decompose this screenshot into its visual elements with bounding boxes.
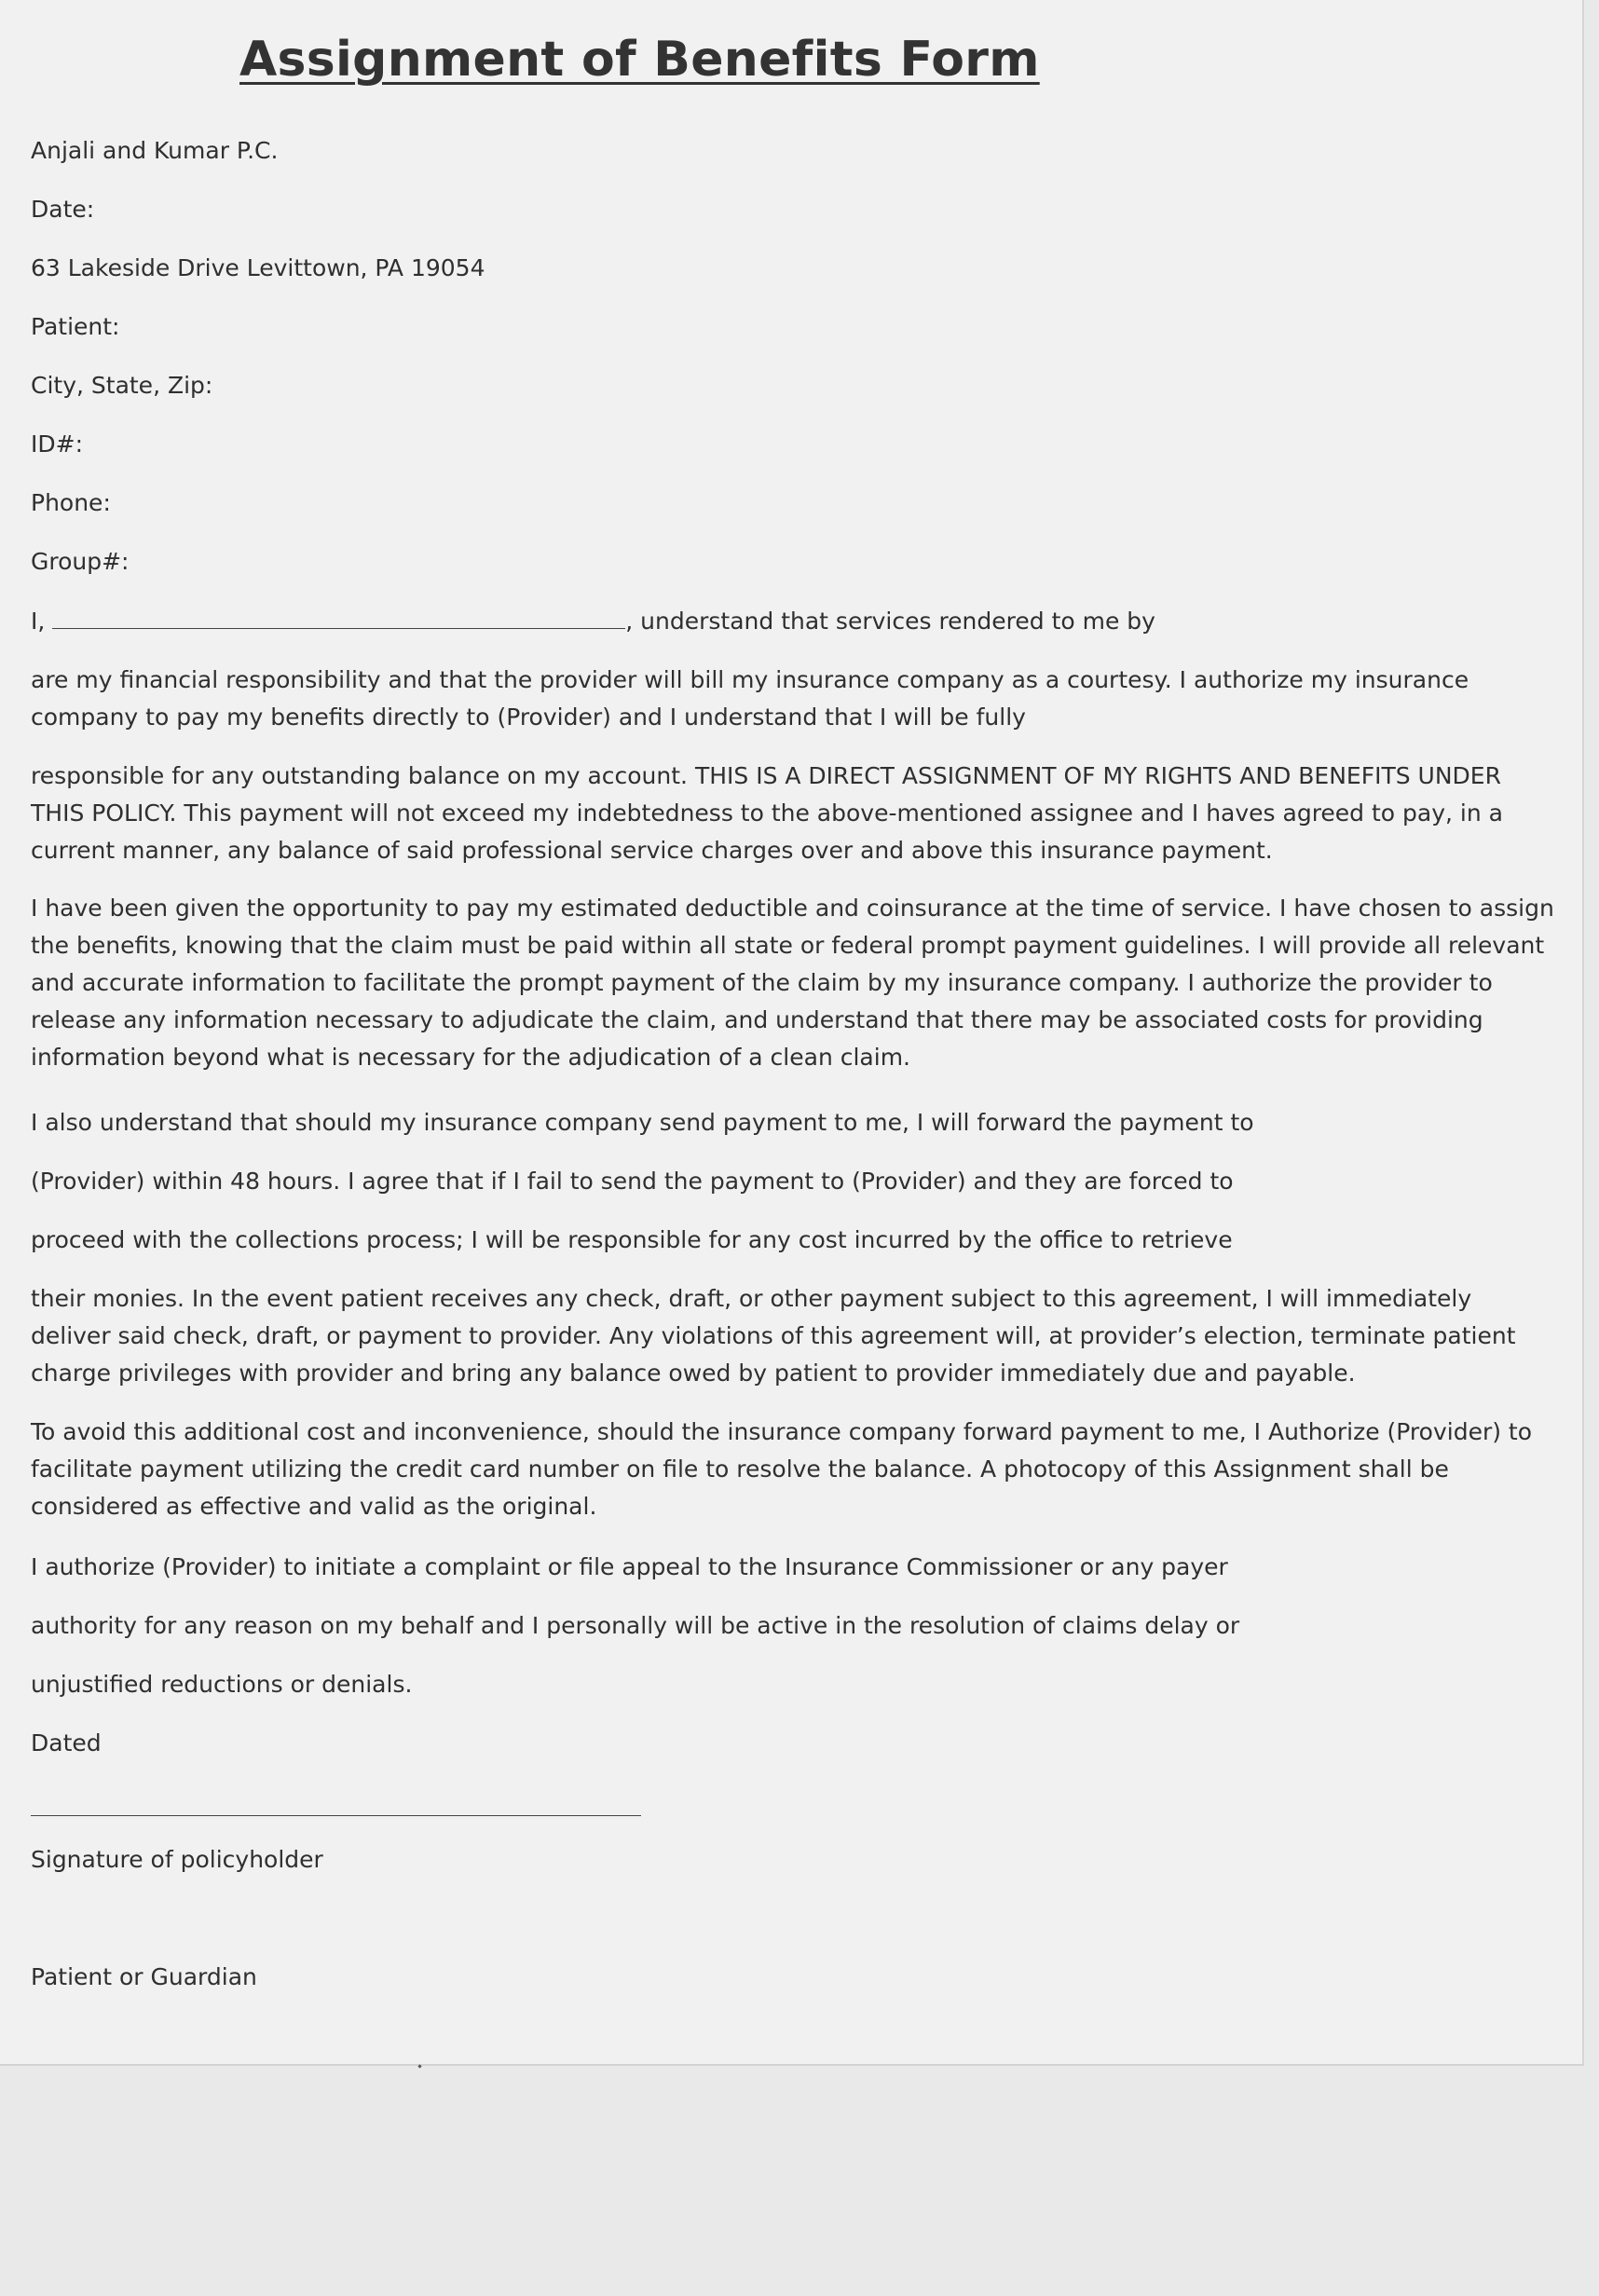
patient-label: Patient: xyxy=(31,313,120,340)
paragraph-11: unjustified reductions or denials. xyxy=(31,1671,413,1698)
paragraph-1: are my financial responsibility and that the provider will bill my insurance company as a courtesy. I authorize my insurance company to pay my benefits directly to (Provider) and I understand that I will be fully xyxy=(31,666,1469,731)
city-state-zip-label: City, State, Zip: xyxy=(31,372,213,399)
dated-label: Dated xyxy=(31,1729,102,1756)
paragraph-9: I authorize (Provider) to initiate a complaint or file appeal to the Insurance Commissioner or any payer xyxy=(31,1553,1228,1580)
signature-line xyxy=(31,1815,641,1816)
statement-prefix: I, xyxy=(31,608,46,635)
guardian-label: Patient or Guardian xyxy=(31,1963,257,1990)
paragraph-7: their monies. In the event patient receives any check, draft, or other payment subject to this agreement, I will immediately deliver said check, draft, or payment to provider. Any violations of this agreement will, at provider’s election, terminate patient charge privileges with provider and bring any balance owed by patient to provider immediately due and payable. xyxy=(31,1285,1516,1387)
scan-speck xyxy=(417,2064,421,2068)
statement-suffix: , understand that services rendered to me by xyxy=(625,608,1155,635)
phone-label: Phone: xyxy=(31,489,111,516)
date-label: Date: xyxy=(31,196,95,223)
paragraph-6: proceed with the collections process; I will be responsible for any cost incurred by the office to retrieve xyxy=(31,1226,1233,1253)
form-title: Assignment of Benefits Form xyxy=(239,32,1040,88)
statement-line xyxy=(31,603,1155,640)
paragraph-4: I also understand that should my insurance company send payment to me, I will forward the payment to xyxy=(31,1109,1254,1136)
paragraph-3: I have been given the opportunity to pay my estimated deductible and coinsurance at the time of service. I have chosen to assign the benefits, knowing that the claim must be paid within all state or federal prompt payment guidelines. I will provide all relevant and accurate information to facilitate the prompt payment of the claim by my insurance company. I authorize the provider to release any information necessary to adjudicate the claim, and understand that there may be associated costs for providing information beyond what is necessary for the adjudication of a clean claim. xyxy=(31,895,1554,1071)
paragraph-8: To avoid this additional cost and inconvenience, should the insurance company forward payment to me, I Authorize (Provider) to facilitate payment utilizing the credit card number on file to resolve the balance. A photocopy of this Assignment shall be considered as effective and valid as the original. xyxy=(31,1418,1533,1520)
id-label: ID#: xyxy=(31,430,83,458)
group-label: Group#: xyxy=(31,548,130,575)
signature-label: Signature of policyholder xyxy=(31,1846,323,1873)
paragraph-2: responsible for any outstanding balance on my account. THIS IS A DIRECT ASSIGNMENT OF MY RIGHTS AND BENEFITS UNDER THIS POLICY. This payment will not exceed my indebtedness to the above-mentioned assignee and I haves agreed to pay, in a current manner, any balance of said professional service charges over and above this insurance payment. xyxy=(31,762,1503,864)
practice-address: 63 Lakeside Drive Levittown, PA 19054 xyxy=(31,254,485,281)
paragraph-5: (Provider) within 48 hours. I agree that if I fail to send the payment to (Provider) and they are forced to xyxy=(31,1168,1234,1195)
paragraph-10: authority for any reason on my behalf and I personally will be active in the resolution of claims delay or xyxy=(31,1612,1240,1639)
name-blank-line xyxy=(52,606,625,629)
practice-name: Anjali and Kumar P.C. xyxy=(31,137,279,164)
